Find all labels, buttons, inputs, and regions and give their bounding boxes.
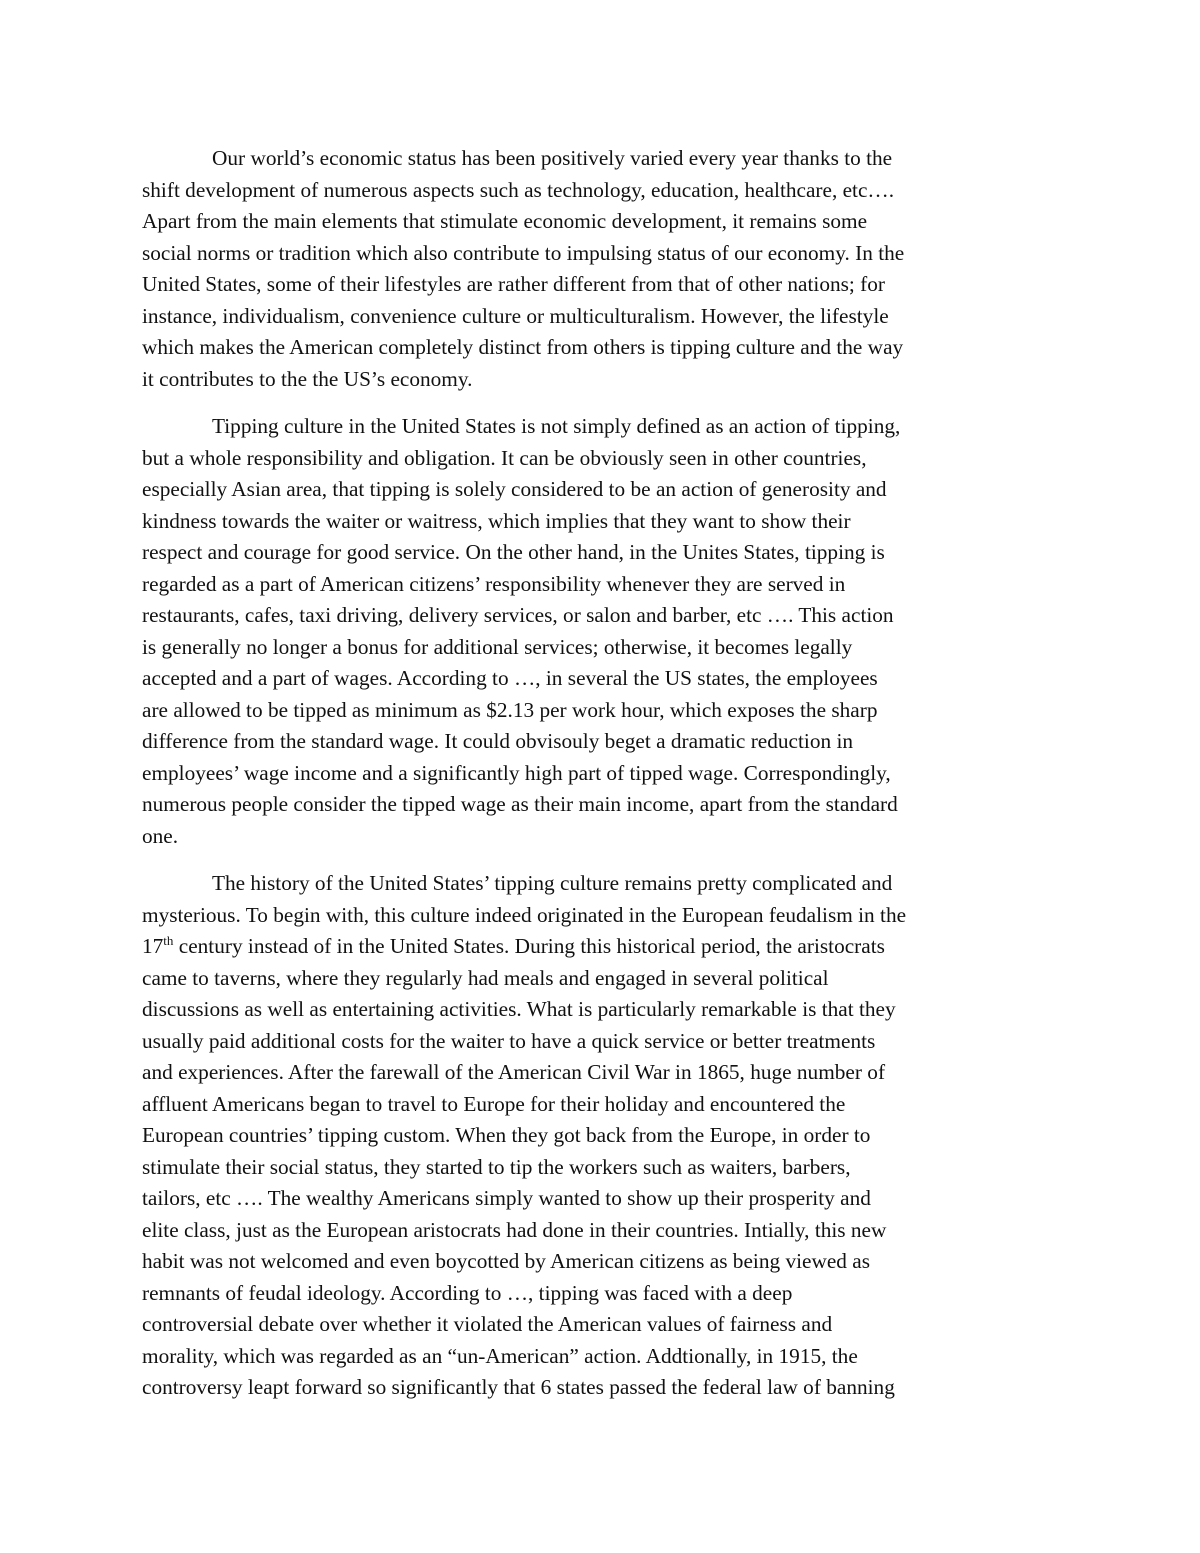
text-line: shift development of numerous aspects such as technology, education, healthcare, etc…. <box>142 177 895 202</box>
text-line: kindness towards the waiter or waitress, which implies that they want to show their <box>142 508 851 533</box>
text-line: social norms or tradition which also contribute to impulsing status of our economy. In the <box>142 240 905 265</box>
text-line: but a whole responsibility and obligation. It can be obviously seen in other countries, <box>142 445 867 470</box>
text-line: are allowed to be tipped as minimum as $2.13 per work hour, which exposes the sharp <box>142 697 878 722</box>
ordinal-number: 17 <box>142 934 164 958</box>
text-line: usually paid additional costs for the waiter to have a quick service or better treatments <box>142 1028 876 1053</box>
text-line: it contributes to the the US’s economy. <box>142 366 473 391</box>
text-line: difference from the standard wage. It could obvisouly beget a dramatic reduction in <box>142 729 854 753</box>
paragraph-2 <box>142 411 1062 852</box>
text-line: stimulate their social status, they started to tip the workers such as waiters, barbers, <box>142 1154 851 1179</box>
text-line: The history of the United States’ tipping culture remains pretty complicated and <box>212 871 893 895</box>
text-line: remnants of feudal ideology. According to …, tipping was faced with a deep <box>142 1280 793 1305</box>
text-line: regarded as a part of American citizens’ responsibility whenever they are served in <box>142 571 846 596</box>
text-line: one. <box>142 823 179 848</box>
text-line: discussions as well as entertaining activities. What is particularly remarkable is that they <box>142 997 896 1021</box>
text-line: and experiences. After the farewall of the American Civil War in 1865, huge number of <box>142 1060 886 1084</box>
text-line-with-ordinal <box>142 931 1062 963</box>
text-line: elite class, just as the European aristocrats had done in their countries. Intially, this new <box>142 1217 887 1242</box>
text-line: is generally no longer a bonus for additional services; otherwise, it becomes legally <box>142 634 853 659</box>
text-segment: century instead of in the United States. During this historical period, the aristocrats <box>178 934 885 958</box>
text-line: affluent Americans began to travel to Europe for their holiday and encountered the <box>142 1091 846 1116</box>
text-line: which makes the American completely distinct from others is tipping culture and the way <box>142 335 904 359</box>
document-body <box>142 143 1062 1420</box>
text-line: accepted and a part of wages. According to …, in several the US states, the employees <box>142 666 878 690</box>
text-line: respect and courage for good service. On the other hand, in the Unites States, tipping is <box>142 540 885 564</box>
text-line: controversial debate over whether it violated the American values of fairness and <box>142 1312 833 1336</box>
text-line: Tipping culture in the United States is not simply defined as an action of tipping, <box>212 414 901 438</box>
text-line: Apart from the main elements that stimulate economic development, it remains some <box>142 209 868 233</box>
text-line: numerous people consider the tipped wage as their main income, apart from the standard <box>142 792 898 816</box>
text-line: tailors, etc …. The wealthy Americans simply wanted to show up their prosperity and <box>142 1186 871 1210</box>
text-line: United States, some of their lifestyles are rather different from that of other nations; for <box>142 272 885 296</box>
ordinal-suffix: th <box>163 933 174 948</box>
text-line: mysterious. To begin with, this culture indeed originated in the European feudalism in the <box>142 902 907 927</box>
text-line: employees’ wage income and a significantly high part of tipped wage. Correspondingly, <box>142 760 891 785</box>
text-line: Our world’s economic status has been positively varied every year thanks to the <box>212 146 893 170</box>
text-line: morality, which was regarded as an “un-American” action. Addtionally, in 1915, the <box>142 1343 858 1368</box>
text-line: habit was not welcomed and even boycotted by American citizens as being viewed as <box>142 1249 871 1273</box>
paragraph-3 <box>142 868 1062 1404</box>
text-line: restaurants, cafes, taxi driving, delivery services, or salon and barber, etc …. This action <box>142 603 894 627</box>
text-line: instance, individualism, convenience culture or multiculturalism. However, the lifestyle <box>142 303 889 328</box>
text-line: European countries’ tipping custom. When they got back from the Europe, in order to <box>142 1123 871 1147</box>
paragraph-1 <box>142 143 1062 395</box>
text-line: controversy leapt forward so significantly that 6 states passed the federal law of banning <box>142 1375 895 1399</box>
text-line: especially Asian area, that tipping is solely considered to be an action of generosity and <box>142 477 887 501</box>
text-line: came to taverns, where they regularly had meals and engaged in several political <box>142 965 829 990</box>
